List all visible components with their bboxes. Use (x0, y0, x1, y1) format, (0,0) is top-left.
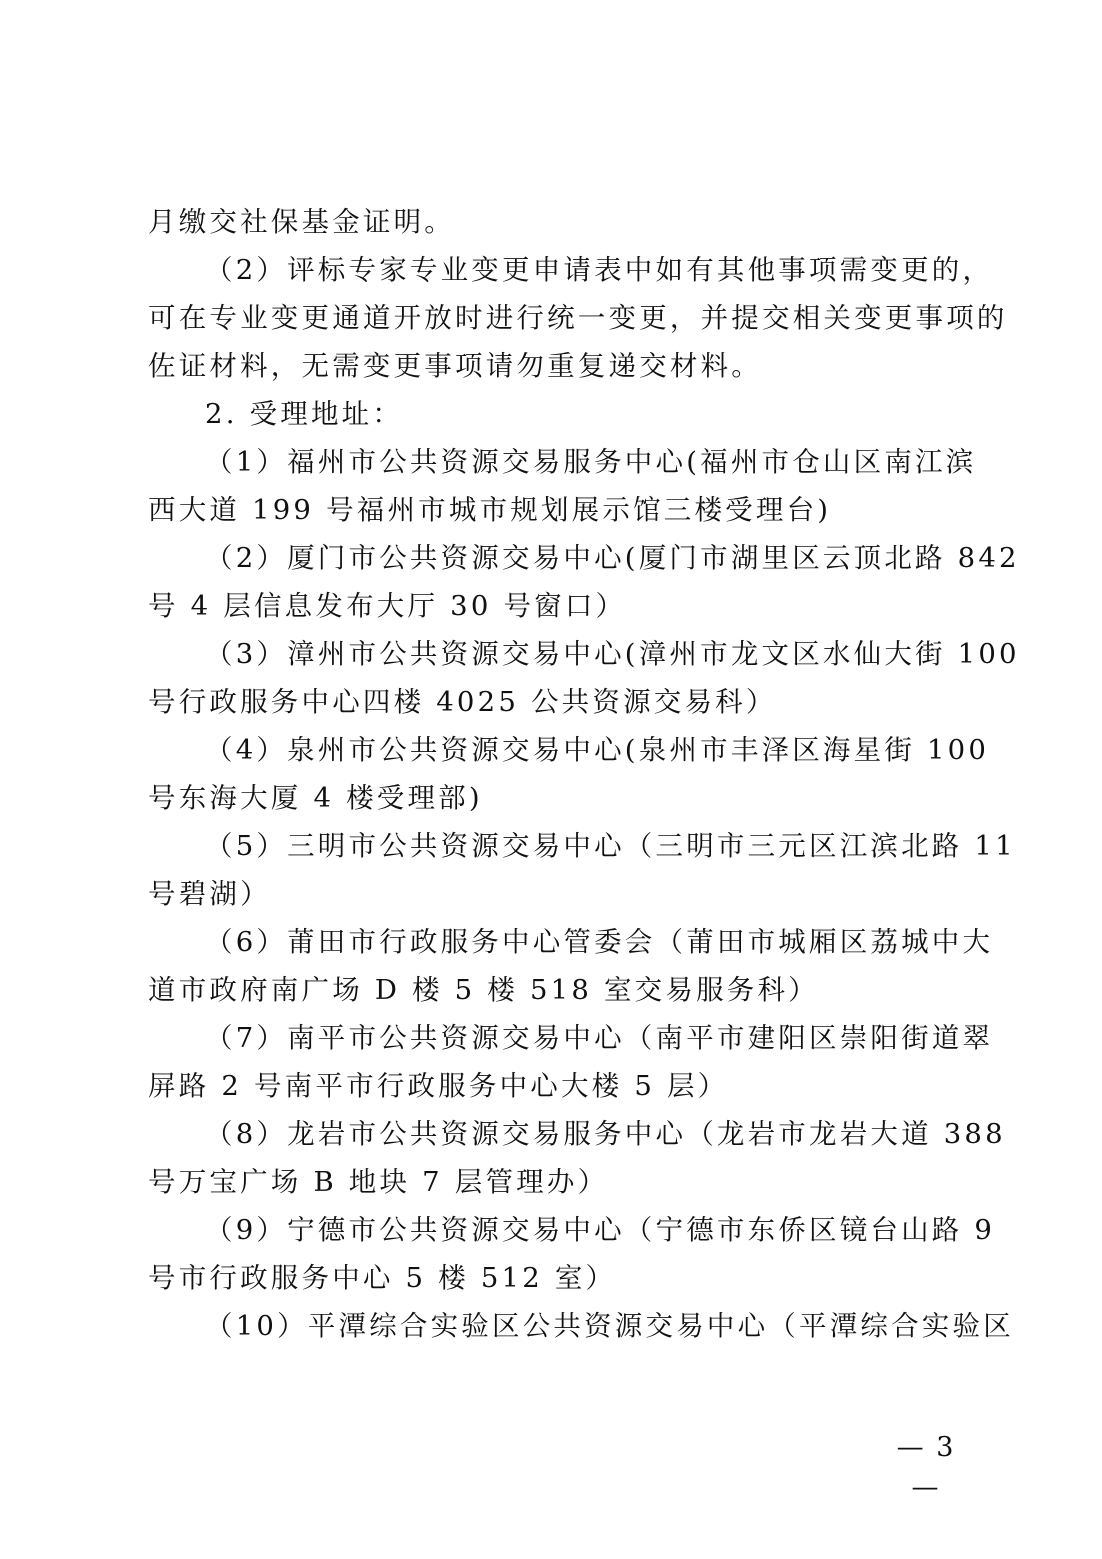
text-line: 号市行政服务中心 5 楼 512 室） (148, 1262, 617, 1294)
address-item: （6）莆田市行政服务中心管委会（莆田市城厢区荔城中大 (205, 926, 994, 958)
text-line: 号东海大厦 4 楼受理部) (148, 782, 483, 814)
text-line: 号碧湖） (148, 878, 271, 910)
address-item: （4）泉州市公共资源交易中心(泉州市丰泽区海星街 100 (205, 734, 990, 766)
text-line: 号 4 层信息发布大厅 30 号窗口） (148, 590, 627, 622)
address-item: （10）平潭综合实验区公共资源交易中心（平潭综合实验区 (205, 1310, 1014, 1342)
text-line: 号行政服务中心四楼 4025 公共资源交易科） (148, 686, 777, 718)
text-line: 佐证材料，无需变更事项请勿重复递交材料。 (148, 350, 762, 382)
address-item: （9）宁德市公共资源交易中心（宁德市东侨区镜台山路 9 (205, 1214, 996, 1246)
address-item: （2）厦门市公共资源交易中心(厦门市湖里区云顶北路 842 (205, 542, 1020, 574)
text-line: 道市政府南广场 D 楼 5 楼 518 室交易服务科） (148, 974, 819, 1006)
page-number: — 3 — (896, 1432, 956, 1503)
address-item: （7）南平市公共资源交易中心（南平市建阳区崇阳街道翠 (205, 1022, 994, 1054)
address-item: （3）漳州市公共资源交易中心(漳州市龙文区水仙大街 100 (205, 638, 1020, 670)
address-item: （5）三明市公共资源交易中心（三明市三元区江滨北路 11 (205, 830, 1016, 862)
text-line: 号万宝广场 B 地块 7 层管理办） (148, 1166, 609, 1198)
text-line: 可在专业变更通道开放时进行统一变更，并提交相关变更事项的 (148, 302, 1008, 334)
text-line: 月缴交社保基金证明。 (148, 206, 455, 238)
text-line: 西大道 199 号福州市城市规划展示馆三楼受理台) (148, 494, 832, 526)
address-item: （1）福州市公共资源交易服务中心(福州市仓山区南江滨 (205, 446, 977, 478)
address-item: （8）龙岩市公共资源交易服务中心（龙岩市龙岩大道 388 (205, 1118, 1006, 1150)
section-heading: 2. 受理地址： (205, 398, 404, 430)
text-line: （2）评标专家专业变更申请表中如有其他事项需变更的， (205, 254, 994, 286)
text-line: 屏路 2 号南平市行政服务中心大楼 5 层） (148, 1070, 729, 1102)
